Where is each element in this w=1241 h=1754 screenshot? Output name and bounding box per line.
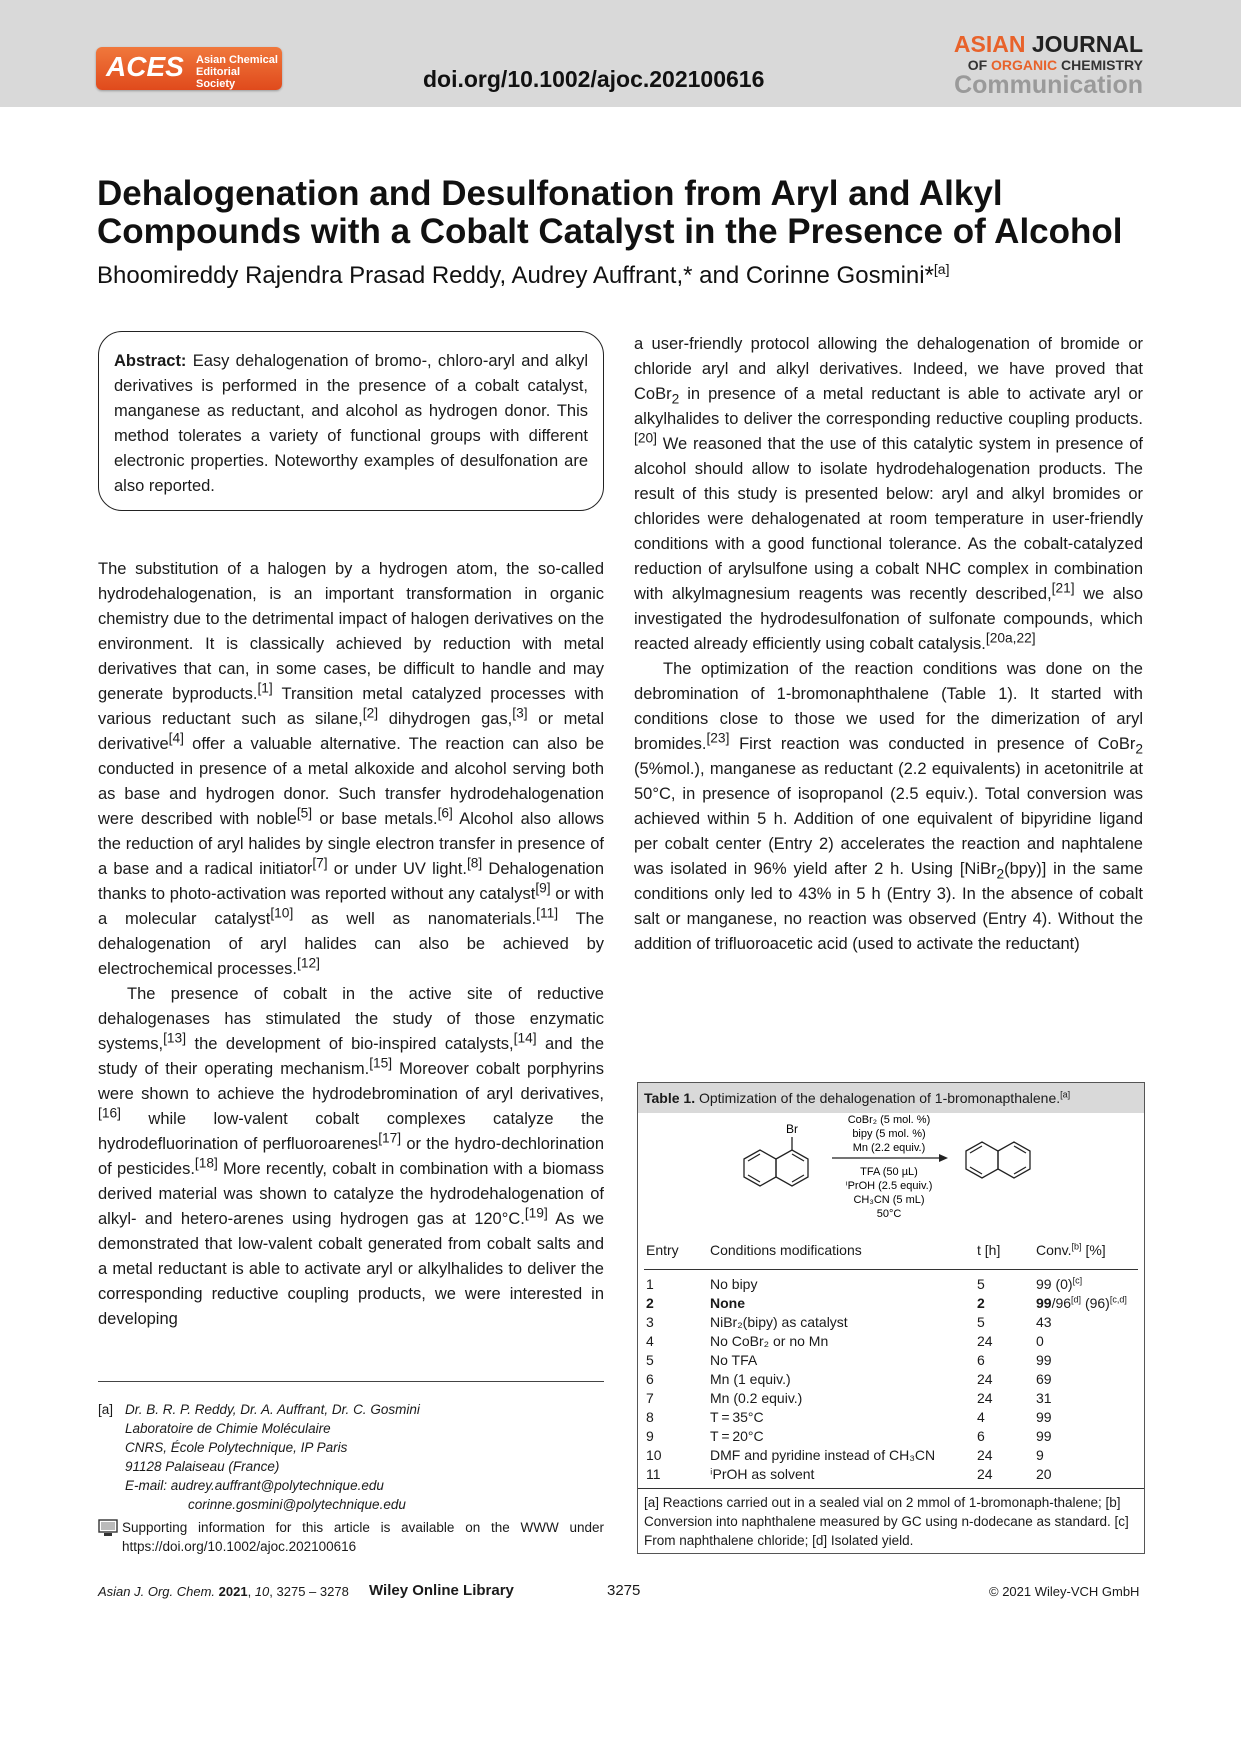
left-column: [98, 557, 604, 1332]
paragraph-2: The presence of cobalt in the active site of reductive dehalogenases has stimulated the study of those enzymatic systems,[13] the development of bio-inspired catalysts,[14] and the study of their operating mechanism.[15] Moreover cobalt porphyrins were shown to achieve the hydrodebromination of aryl derivatives,[16] while low-valent cobalt complexes catalyze the hydrodefluorination of perfluoroarenes[17] or the hydro-dechlorination of pesticides.[18] More recently, cobalt in combination with a biomass derived material was shown to catalyze the hydrodehalogenation of alkyl- and hetero-arenes using hydrogen gas at 120°C.[19] As we demonstrated that low-valent cobalt generated from cobalt salts and a metal reductant is able to activate aryl or alkylhalides to deliver the corresponding reductive coupling products, we were interested in developing: [98, 985, 605, 1328]
page-number: 3275: [607, 1582, 641, 1599]
paragraph-3: a user-friendly protocol allowing the dehalogenation of bromide or chloride aryl and alkyl derivatives. Indeed, we have proved that CoBr$_2$ in presence of a metal reductant is able to activate aryl or alkylhalides to deliver the corresponding reductive coupling products.[20] We reasoned that the use of this catalytic system in presence of alcohol should allow to isolate hydrodehalogenation products. The result of this study is presented below: aryl and alkyl bromides or chlorides were dehalogenated at room temperature in user-friendly conditions with a good functional tolerance. As the cobalt-catalyzed reduction of arylsulfone using a cobalt NHC complex in combination with alkylmagnesium reagents was recently described,[21] we also investigated the hydrodesulfonation of sulfonate compounds, which reacted already efficiently using cobalt catalysis.[20a,22]: [634, 335, 1144, 653]
naphthalene-structure: [966, 1142, 1030, 1178]
journal-logo: ASIAN JOURNAL OF ORGANIC CHEMISTRY Communication: [953, 31, 1143, 99]
table-row: 8 T = 35°C 4 99: [646, 1409, 1052, 1425]
column-header-time: t [h]: [977, 1242, 1001, 1258]
table-row: 7 Mn (0.2 equiv.) 24 31: [646, 1390, 1052, 1406]
svg-text:50°C: 50°C: [876, 1208, 902, 1220]
column-header-entry: Entry: [646, 1242, 679, 1258]
table-row: 4 No CoBr₂ or no Mn 24 0: [646, 1333, 1044, 1349]
svg-text:Mn (2.2 equiv.): Mn (2.2 equiv.): [852, 1142, 926, 1154]
paragraph-1: The substitution of a halogen by a hydrogen atom, the so-called hydrodehalogenation, is an important transformation in organic chemistry due to the detrimental impact of halogen derivatives on the environment. It is classically achieved by reduction with metal derivatives that can, in some cases, be difficult to handle and may generate byproducts.[1] Transition metal catalyzed processes with various reductant such as silane,[2] dihydrogen gas,[3] or metal derivative[4] offer a valuable alternative. The reaction can also be conducted in presence of a metal alkoxide and alcohol serving both as base and hydrogen donor. Such transfer hydrodehalogenation were described with noble[5] or base metals.[6] Alcohol also allows the reduction of aryl halides by single electron transfer in presence of a base and a radical initiator[7] or under UV light.[8] Dehalogenation thanks to photo-activation was reported without any catalyst[9] or with a molecular catalyst[10] as well as nanomaterials.[11] The dehalogenation of aryl halides can also be achieved by electrochemical processes.[12]: [98, 560, 605, 978]
affiliation-footnote: [a] Dr. B. R. P. Reddy, Dr. A. Auffrant, Dr. C. Gosmini Laboratoire de Chimie Moléculaire CNRS, École Polytechnique, IP Paris 91128 Palaiseau (France) E-mail: audrey.auffrant@polytechnique.edu corinne.gosmini@polytechnique.edu: [98, 1400, 604, 1514]
article-title: Dehalogenation and Desulfonation from Aryl and Alkyl Compounds with a Cobalt Catalyst in the Presence of Alcohol: [97, 174, 1123, 251]
table-row: 2 None 2 99/96[d] (96)[c,d]: [646, 1294, 1127, 1311]
publisher-logo: [96, 47, 282, 90]
doi-link[interactable]: doi.org/10.1002/ajoc.202100616: [423, 66, 765, 92]
paragraph-4: The optimization of the reaction conditions was done on the debromination of 1-bromonaphthalene (Table 1). It started with conditions close to those we used for the dimerization of aryl bromides.[23] First reaction was conducted in presence of CoBr$_2$ (5%mol.), manganese as reductant (2.2 equivalents) in acetonitrile at 50°C, in presence of isopropanol (2.5 equiv.). Total conversion was achieved within 5 h. Addition of one equivalent of bipyridine ligand per cobalt center (Entry 2) accelerates the reaction and naphtalene was isolated in 96% yield after 2 h. Using [NiBr$_2$(bpy)] in the same conditions only led to 43% in 5 h (Entry 3). In the absence of cobalt salt or manganese, no reaction was observed (Entry 4). Without the addition of trifluoroacetic acid (used to activate the reductant): [634, 660, 1143, 953]
reaction-scheme: [734, 1113, 1054, 1238]
table-caption: Table 1. Optimization of the dehalogenation of 1-bromonapthalene.[a]: [638, 1083, 1144, 1113]
email-line-2[interactable]: corinne.gosmini@polytechnique.edu: [188, 1497, 406, 1512]
column-header-conversion: Conv.[b] [%]: [1036, 1241, 1106, 1258]
copyright: © 2021 Wiley-VCH GmbH: [989, 1584, 1140, 1599]
table-rule: [644, 1269, 1138, 1270]
logo-subtitle: Asian Chemical Editorial Society: [196, 54, 278, 90]
substituent-label: Br: [786, 1122, 798, 1136]
svg-text:CH₃CN (5 mL): CH₃CN (5 mL): [853, 1194, 925, 1206]
column-header-conditions: Conditions modifications: [710, 1242, 862, 1258]
abstract-text: Abstract: Easy dehalogenation of bromo-, chloro-aryl and alkyl derivatives is performed in the presence of a cobalt catalyst, manganese as reductant, and alcohol as hydrogen donor. This method tolerates a variety of functional groups with different electronic properties. Noteworthy examples of desulfonation are also reported.: [114, 352, 588, 495]
svg-text:bipy (5 mol. %): bipy (5 mol. %): [852, 1128, 926, 1140]
table-row: 3 NiBr₂(bipy) as catalyst 5 43: [646, 1314, 1052, 1330]
svg-text:TFA (50 µL): TFA (50 µL): [860, 1166, 918, 1178]
abstract-box: [98, 331, 604, 511]
svg-text:CoBr₂ (5 mol. %): CoBr₂ (5 mol. %): [847, 1114, 931, 1126]
wiley-online-library-logo[interactable]: Wiley Online Library: [369, 1582, 514, 1599]
table-row: 11 ⁱPrOH as solvent 24 20: [646, 1466, 1052, 1482]
table-footnote: [a] Reactions carried out in a sealed vial on 2 mmol of 1-bromonaph-thalene; [b] Conversion into naphthalene measured by GC using n-dodecane as standard. [c] From naphthalene chloride; [d] Isolated yield.: [644, 1495, 1129, 1548]
table-row: 6 Mn (1 equiv.) 24 69: [646, 1371, 1052, 1387]
email-line[interactable]: E-mail: audrey.auffrant@polytechnique.edu: [125, 1478, 384, 1493]
table-row: 10 DMF and pyridine instead of CH₃CN 24 9: [646, 1447, 1044, 1463]
table-row: 9 T = 20°C 6 99: [646, 1428, 1052, 1444]
table-rule: [638, 1488, 1144, 1489]
citation: Asian J. Org. Chem. 2021, 10, 3275 – 3278: [98, 1584, 349, 1599]
logo-text: ACES: [106, 51, 184, 82]
supporting-info: [98, 1518, 604, 1556]
supporting-info-text: Supporting information for this article is available on the WWW under https://doi.org/10.1002/ajoc.202100616: [122, 1520, 604, 1554]
computer-monitor-icon: [98, 1519, 118, 1537]
table-row: 5 No TFA 6 99: [646, 1352, 1052, 1368]
reaction-arrow-icon: [832, 1154, 948, 1162]
article-type: Communication: [954, 71, 1143, 99]
svg-text:ⁱPrOH (2.5 equiv.): ⁱPrOH (2.5 equiv.): [845, 1180, 933, 1192]
right-column: [634, 332, 1143, 957]
table-1: [637, 1082, 1145, 1554]
table-row: 1 No bipy 5 99 (0)[c]: [646, 1275, 1083, 1292]
footnote-divider: [98, 1381, 604, 1382]
bromonaphthalene-structure: [744, 1137, 808, 1186]
author-list: Bhoomireddy Rajendra Prasad Reddy, Audrey Auffrant,* and Corinne Gosmini*[a]: [97, 261, 950, 289]
